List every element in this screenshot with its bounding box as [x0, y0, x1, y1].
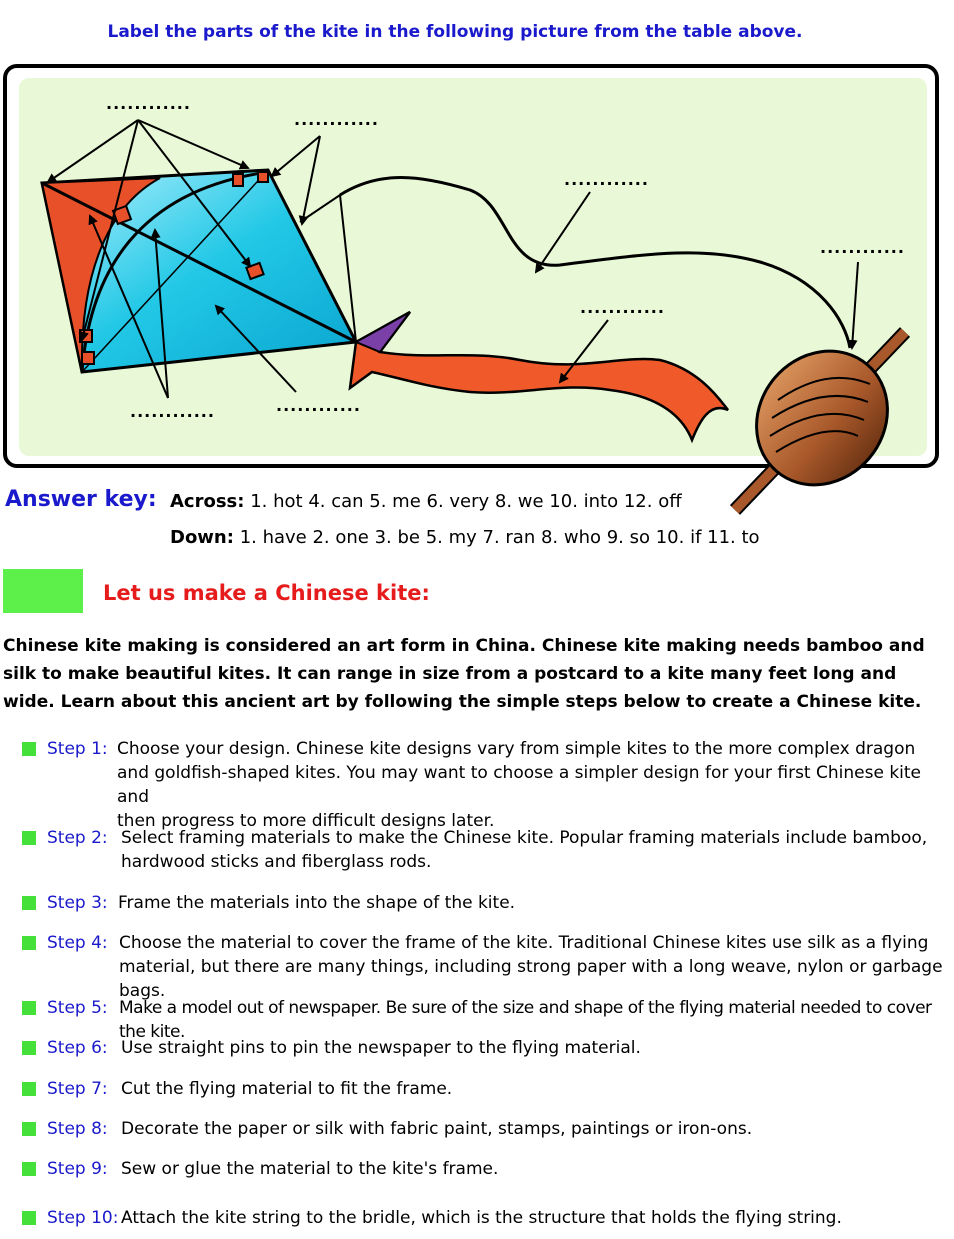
step-bullet — [22, 1122, 36, 1136]
label-blank: ............ — [276, 396, 361, 415]
pointer-arrow — [852, 262, 858, 348]
label-blank: ............ — [294, 110, 379, 129]
step-text: Sew or glue the material to the kite's frame. — [121, 1159, 499, 1179]
down-label: Down: — [170, 527, 234, 548]
step-text: Make a model out of newspaper. Be sure of the size and shape of the flying material needed to cover the kite. — [119, 998, 932, 1042]
step-text: Use straight pins to pin the newspaper to the flying material. — [121, 1038, 641, 1058]
section-marker — [3, 569, 83, 613]
step-bullet — [22, 936, 36, 950]
step-text: Cut the flying material to fit the frame. — [121, 1079, 453, 1099]
answer-key-across — [170, 491, 682, 512]
step-text: Select framing materials to make the Chinese kite. Popular framing materials include bamboo, hardwood sticks and fiberglass rods. — [121, 828, 928, 872]
label-blank: ............ — [130, 402, 215, 421]
kite-joint — [258, 172, 268, 182]
step-text: Choose your design. Chinese kite designs vary from simple kites to the more complex dragon and goldfish-shaped kites. You may want to choose a simpler design for your first Chinese kite and then progress to more difficult designs later. — [117, 739, 922, 831]
across-values: 1. hot 4. can 5. me 6. very 8. we 10. into 12. off — [250, 491, 682, 512]
kite-joint — [82, 352, 94, 364]
answer-key-down — [170, 527, 760, 548]
kite-tail — [350, 312, 728, 440]
step-label: Step 2: — [47, 828, 108, 848]
label-blank: ............ — [580, 298, 665, 317]
kite-tail-tip — [356, 312, 410, 352]
step-text: Choose the material to cover the frame of the kite. Traditional Chinese kites use silk as a flying material, but there are many things, including strong paper with a long weave, nylon or garbage bags. — [119, 933, 943, 1001]
step-label: Step 4: — [47, 933, 108, 953]
step-label: Step 6: — [47, 1038, 108, 1058]
kite-spool — [730, 325, 915, 512]
pointer-arrow — [138, 120, 248, 168]
answer-key-title: Answer key: — [5, 487, 157, 512]
step-label: Step 8: — [47, 1119, 108, 1139]
intro-paragraph: Chinese kite making is considered an art form in China. Chinese kite making needs bamboo and silk to make beautiful kites. It can range in size from a postcard to a kite many feet long and wide. Learn about this ancient art by following the simple steps below to create a Chinese kite. — [3, 636, 925, 712]
label-blank: ............ — [564, 170, 649, 189]
step-label: Step 5: — [47, 998, 108, 1018]
label-blank: ............ — [106, 94, 191, 113]
label-blank: ............ — [820, 238, 905, 257]
step-text: Frame the materials into the shape of the kite. — [118, 893, 516, 913]
kite-diagram — [0, 0, 954, 520]
kite-string — [340, 178, 850, 349]
step-label: Step 10: — [47, 1208, 119, 1228]
pointer-arrow — [536, 192, 590, 272]
step-text: Decorate the paper or silk with fabric paint, stamps, paintings or iron-ons. — [121, 1119, 753, 1139]
across-label: Across: — [170, 491, 245, 512]
step-bullet — [22, 896, 36, 910]
down-values: 1. have 2. one 3. be 5. my 7. ran 8. who 9. so 10. if 11. to — [239, 527, 760, 548]
step-label: Step 7: — [47, 1079, 108, 1099]
step-bullet — [22, 742, 36, 756]
step-bullet — [22, 831, 36, 845]
instruction-heading: Label the parts of the kite in the following picture from the table above. — [107, 22, 803, 42]
step-bullet — [22, 1082, 36, 1096]
step-bullet — [22, 1162, 36, 1176]
step-label: Step 9: — [47, 1159, 108, 1179]
step-label: Step 3: — [47, 893, 108, 913]
step-label: Step 1: — [47, 739, 108, 759]
kite-joint — [80, 330, 92, 342]
step-bullet — [22, 1211, 36, 1225]
kite-joint — [233, 174, 243, 186]
step-bullet — [22, 1001, 36, 1015]
section-heading: Let us make a Chinese kite: — [103, 581, 430, 605]
step-text: Attach the kite string to the bridle, which is the structure that holds the flying string. — [121, 1208, 842, 1228]
step-bullet — [22, 1041, 36, 1055]
